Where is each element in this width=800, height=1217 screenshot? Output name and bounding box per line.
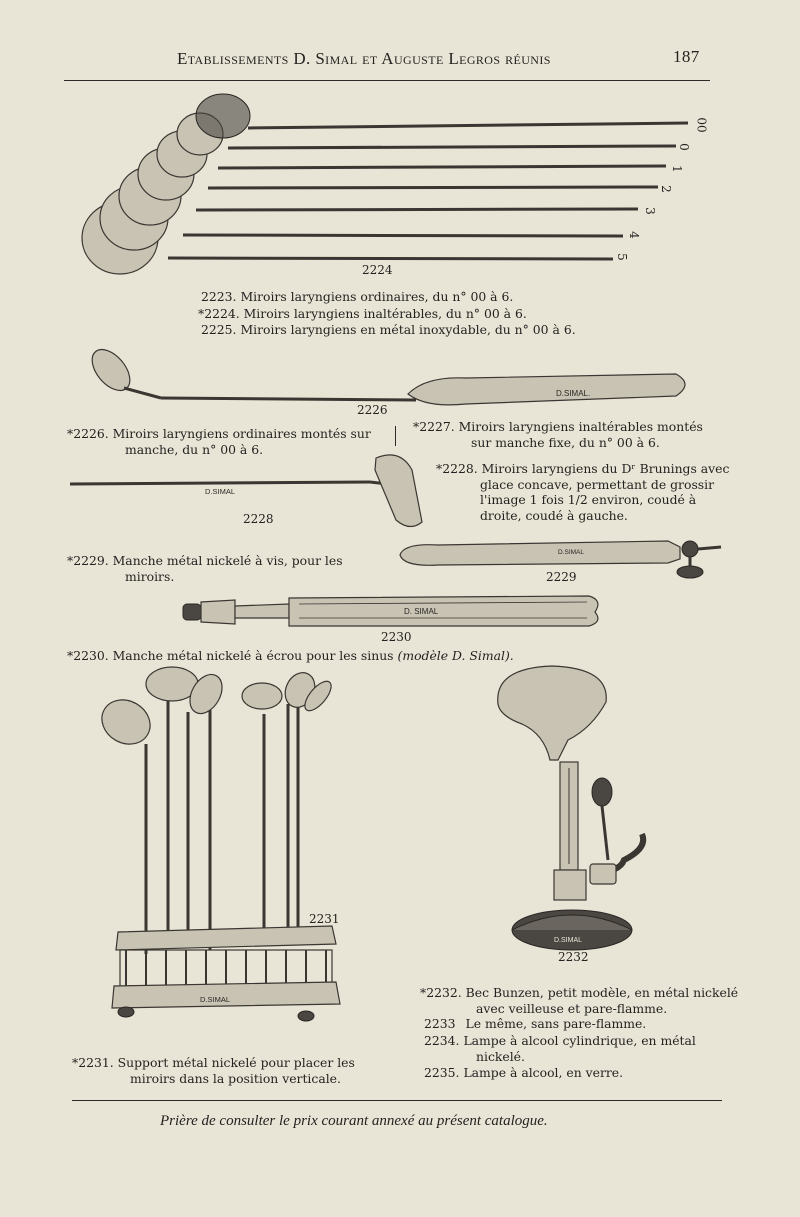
brand-mark: D.SIMAL <box>558 549 585 556</box>
figure-label-2224: 2224 <box>362 263 393 277</box>
item-text-line2: miroirs dans la position verticale. <box>130 1070 341 1086</box>
mirror-number-2: 2 <box>658 185 673 193</box>
item-2223 <box>201 289 513 305</box>
item-text: Lampe à alcool cylindrique, en métal <box>463 1033 696 1048</box>
item-text: Bec Bunzen, petit modèle, en métal nickelé <box>465 985 739 1000</box>
item-code: *2228. <box>436 461 478 476</box>
item-code: *2227. <box>413 419 455 434</box>
stand-mirrors <box>96 667 336 753</box>
brand-mark: D. SIMAL <box>404 607 439 616</box>
item-text: Miroirs laryngiens en métal inoxydable, du n° 00 à 6. <box>240 322 576 337</box>
mirror-number-1: 1 <box>669 165 684 173</box>
item-2229 <box>67 553 343 584</box>
item-code: *2230. <box>67 648 109 663</box>
item-text-line2: nickelé. <box>476 1048 525 1064</box>
item-code: 2223. <box>201 289 237 304</box>
figure-label-2232: 2232 <box>558 950 589 964</box>
figure-2232-bunsen-burner <box>492 664 652 954</box>
item-code: 2234. <box>424 1033 460 1048</box>
item-code: *2231. <box>72 1055 114 1070</box>
figure-label-2230: 2230 <box>381 630 412 644</box>
item-text: Le même, sans pare-flamme. <box>465 1016 647 1031</box>
brand-mark: D.SIMAL <box>200 995 231 1004</box>
figure-label-2226: 2226 <box>357 403 388 417</box>
item-text: Manche métal nickelé à vis, pour les <box>112 553 343 568</box>
item-text-line4: droite, coudé à gauche. <box>480 507 628 523</box>
mirror-number-0: 0 <box>676 143 691 151</box>
item-text-line2: glace concave, permettant de grossir <box>480 476 715 492</box>
item-text: Miroirs laryngiens du Dʳ Brunings avec <box>481 461 730 476</box>
mirror-number-4: 4 <box>626 231 641 239</box>
item-code: 2233 <box>424 1016 456 1031</box>
stand-rods <box>146 700 298 954</box>
item-text: Miroirs laryngiens ordinaires montés sur <box>112 426 371 441</box>
brand-mark: D.SIMAL <box>554 937 583 944</box>
item-2230 <box>67 648 514 664</box>
figure-2226-mirror-with-handle <box>86 346 696 411</box>
item-text-line2: miroirs. <box>125 568 175 584</box>
item-2233 <box>424 1016 646 1032</box>
figure-2230-sinus-handle <box>179 590 607 632</box>
item-text: Miroirs laryngiens inaltérables montés <box>458 419 703 434</box>
item-2228 <box>436 461 729 523</box>
item-code: *2229. <box>67 553 109 568</box>
figure-2231-mirror-stand <box>96 664 346 1022</box>
item-2227 <box>413 419 703 450</box>
item-italic: (modèle D. Simal). <box>397 648 514 663</box>
item-2232 <box>420 985 738 1016</box>
mirror-number-5: 5 <box>614 253 629 261</box>
column-divider <box>395 426 396 446</box>
figure-2224-mirror-set <box>78 90 718 280</box>
brand-mark: D.SIMAL <box>205 487 236 496</box>
item-code: *2232. <box>420 985 462 1000</box>
item-text: Lampe à alcool, en verre. <box>463 1065 624 1080</box>
item-2231 <box>72 1055 355 1086</box>
figure-label-2228: 2228 <box>243 512 274 526</box>
item-code: *2224. <box>198 306 240 321</box>
item-text-line3: l'image 1 fois 1/2 environ, coudé à <box>480 492 697 507</box>
item-text: Support métal nickelé pour placer les <box>117 1055 355 1070</box>
item-text: Manche métal nickelé à écrou pour les sinus <box>112 648 394 663</box>
figure-label-2231: 2231 <box>309 912 340 926</box>
running-header: Etablissements D. Simal et Auguste Legros réunis <box>177 49 551 68</box>
item-text-line2: manche, du n° 00 à 6. <box>125 441 264 457</box>
item-text: Miroirs laryngiens inaltérables, du n° 00 à 6. <box>243 306 527 321</box>
item-text: Miroirs laryngiens ordinaires, du n° 00 à 6. <box>240 289 514 304</box>
item-2225 <box>201 322 576 338</box>
mirror-number-3: 3 <box>642 207 657 215</box>
item-2224 <box>198 306 527 322</box>
item-2235 <box>424 1065 623 1081</box>
item-code: 2225. <box>201 322 237 337</box>
footer-rule <box>72 1100 722 1101</box>
brand-mark: D.SIMAL. <box>556 389 591 398</box>
item-text-line2: avec veilleuse et pare-flamme. <box>476 1000 668 1016</box>
item-code: 2235. <box>424 1065 460 1080</box>
figure-label-2229: 2229 <box>546 570 577 584</box>
page-number: 187 <box>673 47 700 66</box>
header-rule <box>64 80 710 81</box>
mirror-rods <box>168 123 688 259</box>
item-text-line2: sur manche fixe, du n° 00 à 6. <box>471 434 660 450</box>
item-2234 <box>424 1033 696 1064</box>
mirror-number-00: 00 <box>694 117 709 133</box>
mirror-heads <box>82 94 250 274</box>
item-code: *2226. <box>67 426 109 441</box>
footer-note: Prière de consulter le prix courant annexé au présent catalogue. <box>160 1113 548 1129</box>
